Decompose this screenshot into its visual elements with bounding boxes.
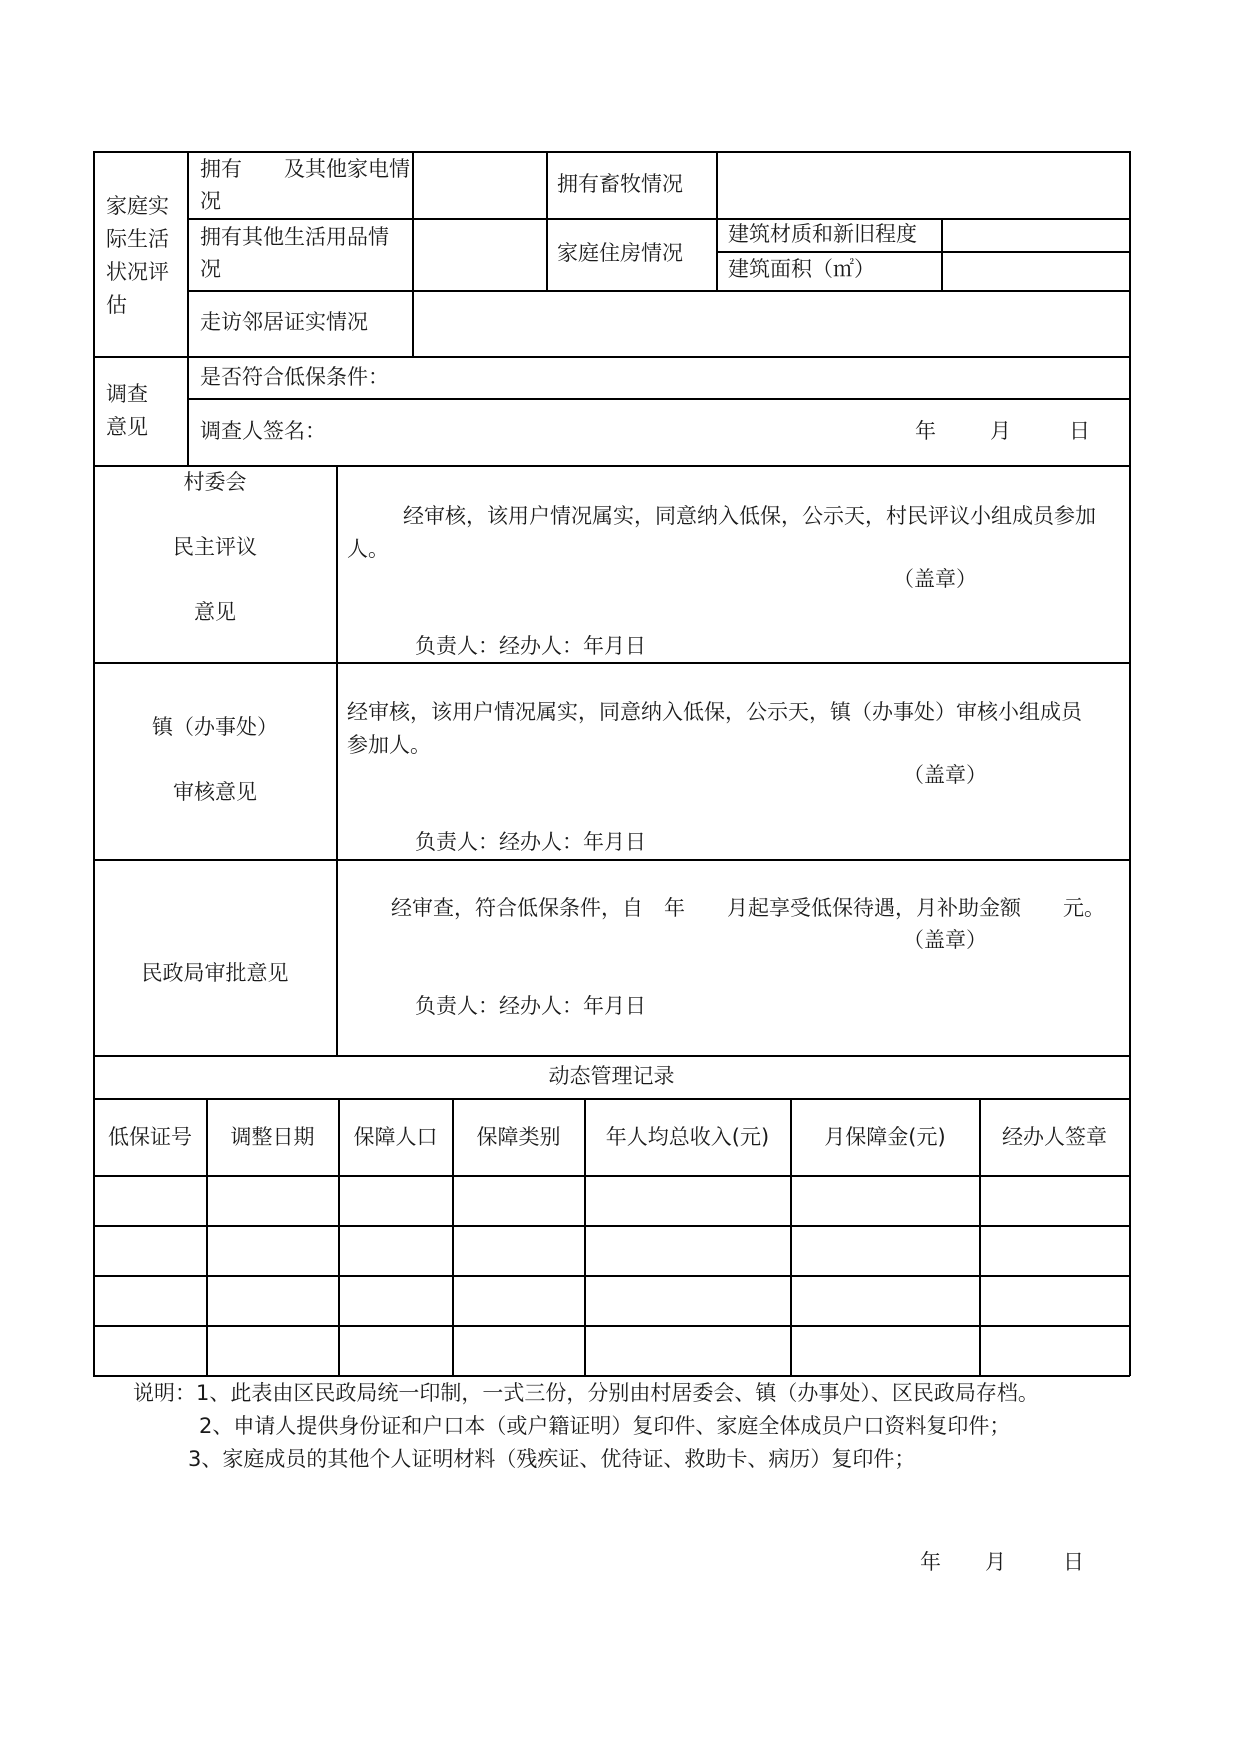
table-divider xyxy=(93,1055,1130,1057)
building-material-field[interactable] xyxy=(943,220,1128,250)
table-divider xyxy=(546,151,548,290)
housing-label: 家庭住房情况 xyxy=(557,241,683,265)
label-line: 际生活 xyxy=(106,227,169,251)
village-label-line2: 民主评议 xyxy=(173,535,257,559)
surveyor-signature-label: 调查人签名： xyxy=(200,419,326,443)
table-divider xyxy=(93,1098,1130,1100)
label-line: 估 xyxy=(106,293,127,317)
footer-date-year: 年 xyxy=(920,1550,941,1574)
survey-label-line1: 调查 xyxy=(106,382,148,406)
neighbor-label: 走访邻居证实情况 xyxy=(200,310,368,334)
appliances-label-cont: 况 xyxy=(200,189,221,213)
survey-date-day: 日 xyxy=(1069,419,1090,443)
livestock-label: 拥有畜牧情况 xyxy=(557,172,683,196)
appliances-label: 拥有 及其他家电情 xyxy=(200,157,410,181)
appliances-field[interactable] xyxy=(414,153,545,217)
surveyor-signature-field[interactable] xyxy=(330,400,890,464)
building-area-label: 建筑面积（㎡） xyxy=(728,257,875,281)
village-label-line3: 意见 xyxy=(194,600,236,624)
column-header: 低保证号 xyxy=(108,1125,192,1149)
village-signers: 负责人：经办人：年月日 xyxy=(415,634,646,658)
neighbor-field[interactable] xyxy=(414,292,1128,355)
other-goods-label: 拥有其他生活用品情 xyxy=(200,225,389,249)
column-header: 保障类别 xyxy=(476,1125,561,1149)
bureau-seal: （盖章） xyxy=(903,928,987,952)
town-signers: 负责人：经办人：年月日 xyxy=(415,830,646,854)
table-divider xyxy=(336,465,338,1055)
label-line: 家庭实 xyxy=(106,194,169,218)
table-row[interactable] xyxy=(95,1327,1128,1374)
town-seal: （盖章） xyxy=(903,763,987,787)
table-row[interactable] xyxy=(95,1177,1128,1224)
survey-date-month: 月 xyxy=(990,419,1011,443)
survey-label-line2: 意见 xyxy=(106,415,148,439)
table-border xyxy=(1129,151,1131,1376)
town-opinion-text: 经审核，该用户情况属实，同意纳入低保，公示天，镇（办事处）审核小组成员 xyxy=(347,700,1082,724)
note-line: 2、申请人提供身份证和户口本（或户籍证明）复印件、家庭全体成员户口资料复印件； xyxy=(199,1414,1011,1438)
survey-date-year: 年 xyxy=(915,419,936,443)
eligibility-field[interactable] xyxy=(400,358,1128,397)
building-material-label: 建筑材质和新旧程度 xyxy=(728,222,917,246)
village-label-line1: 村委会 xyxy=(183,470,247,494)
dynamic-record-title: 动态管理记录 xyxy=(548,1064,675,1088)
bureau-opinion-text: 经审查，符合低保条件，自 年 月起享受低保待遇，月补助金额 元。 xyxy=(391,896,1105,920)
note-line: 3、家庭成员的其他个人证明材料（残疾证、优待证、救助卡、病历）复印件； xyxy=(188,1447,916,1471)
livestock-field[interactable] xyxy=(718,153,1128,217)
table-divider xyxy=(187,151,189,465)
footer-date-month: 月 xyxy=(985,1550,1006,1574)
building-area-field[interactable] xyxy=(943,253,1128,289)
column-header: 经办人签章 xyxy=(1002,1125,1107,1149)
table-row[interactable] xyxy=(95,1277,1128,1324)
eligibility-label: 是否符合低保条件： xyxy=(200,365,389,389)
table-divider xyxy=(93,859,1130,861)
bureau-signers: 负责人：经办人：年月日 xyxy=(415,994,646,1018)
column-header: 年人均总收入(元) xyxy=(605,1125,770,1149)
other-goods-field[interactable] xyxy=(414,220,545,289)
note-line: 说明：1、此表由区民政局统一印制，一式三份，分别由村居委会、镇（办事处）、区民政局存档。 xyxy=(133,1381,1039,1405)
column-header: 保障人口 xyxy=(353,1125,438,1149)
town-opinion-text-cont: 参加人。 xyxy=(347,733,431,757)
village-opinion-text-cont: 人。 xyxy=(347,537,389,561)
label-line: 状况评 xyxy=(106,260,169,284)
footer-date-day: 日 xyxy=(1063,1550,1084,1574)
column-header: 月保障金(元) xyxy=(824,1125,946,1149)
town-label-line2: 审核意见 xyxy=(173,780,257,804)
village-seal: （盖章） xyxy=(893,567,977,591)
village-opinion-text: 经审核，该用户情况属实，同意纳入低保，公示天，村民评议小组成员参加 xyxy=(403,504,1096,528)
column-header: 调整日期 xyxy=(230,1125,315,1149)
other-goods-label-cont: 况 xyxy=(200,257,221,281)
bureau-label: 民政局审批意见 xyxy=(141,961,289,985)
table-row[interactable] xyxy=(95,1227,1128,1274)
town-label-line1: 镇（办事处） xyxy=(152,715,278,739)
